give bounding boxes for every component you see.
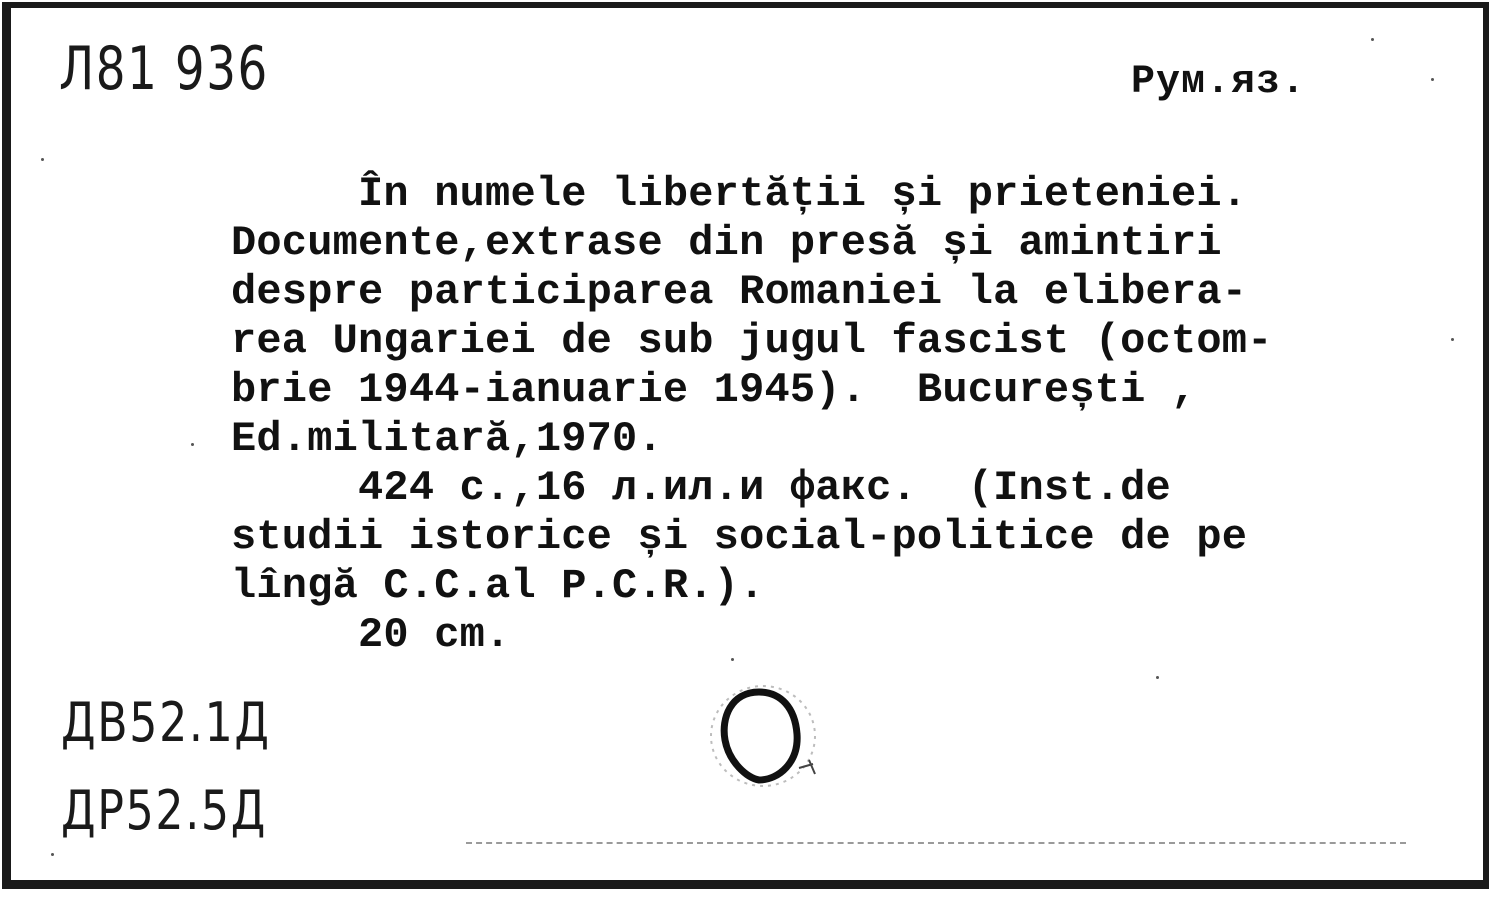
body-line-10: 20 cm. <box>231 611 511 659</box>
shelf-mark: Л81 936 <box>59 34 269 104</box>
speck <box>41 158 44 161</box>
catalog-card <box>2 2 1489 889</box>
body-line-7: 424 с.,16 л.ил.и факс. (Inst.de <box>231 464 1171 512</box>
speck <box>1371 38 1374 41</box>
speck <box>1451 338 1454 341</box>
body-line-8: studii istorice și social-politice de pe <box>231 513 1248 561</box>
speck <box>191 443 194 446</box>
body-line-1: În numele libertății și prieteniei. <box>231 170 1248 218</box>
speck <box>51 853 54 856</box>
body-line-4: rea Ungariei de sub jugul fascist (octom- <box>231 317 1273 365</box>
speck <box>1431 78 1434 81</box>
classification-mark-2: ДР52.5Д <box>61 779 267 842</box>
body-line-3: despre participarea Romaniei la elibera- <box>231 268 1248 316</box>
speck <box>731 658 734 661</box>
punch-hole-icon <box>681 678 841 798</box>
bottom-dashed-rule <box>466 842 1406 844</box>
body-line-2: Documente,extrase din presă și amintiri <box>231 219 1222 267</box>
body-line-6: Ed.militară,1970. <box>231 415 663 463</box>
classification-mark-1: ДВ52.1Д <box>61 691 271 754</box>
language-label: Рум.яз. <box>1131 60 1307 105</box>
body-line-9: lîngă C.C.al P.C.R.). <box>231 562 765 610</box>
body-line-5: brie 1944-ianuarie 1945). București , <box>231 366 1197 414</box>
speck <box>1156 676 1159 679</box>
